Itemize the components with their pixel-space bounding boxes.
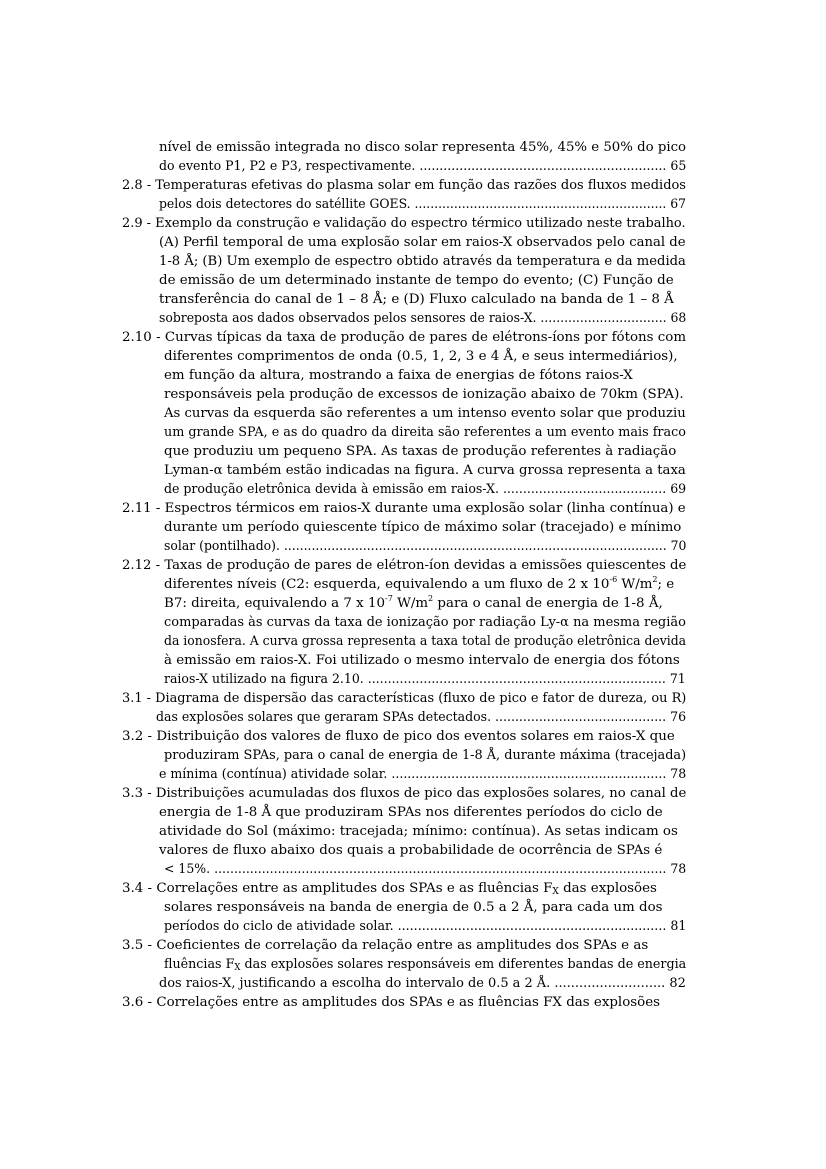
figure-entry-3-3-line-5: < 15%. .................................................................................................................. 78 — [164, 862, 687, 877]
figure-entry-3-5-line-3: dos raios-X, justificando a escolha do intervalo de 0.5 a 2 Å. ........................... 82 — [159, 976, 686, 991]
figure-entry-2-8-line-1: 2.8 - Temperaturas efetivas do plasma solar em função das razões dos fluxos medidos — [122, 178, 686, 193]
figure-entry-2-12-line-4: comparadas às curvas da taxa de ionização por radiação Ly-α na mesma região — [164, 615, 686, 630]
figure-entry-3-4-line-2: solares responsáveis na banda de energia de 0.5 a 2 Å, para cada um dos — [164, 900, 663, 915]
figure-entry-3-1-line-2: das explosões solares que geraram SPAs detectados. ........................................... 76 — [156, 710, 687, 725]
figure-entry-3-4-line-3: períodos do ciclo de atividade solar. ................................................................... 81 — [164, 919, 687, 934]
figure-entry-3-3-line-2: energia de 1-8 Å que produziram SPAs nos diferentes períodos do ciclo de — [159, 805, 663, 820]
figure-entry-3-3-line-4: valores de fluxo abaixo dos quais a probabilidade de ocorrência de SPAs é — [159, 843, 663, 858]
figure-entry-2-10-line-8: Lyman-α também estão indicadas na figura. A curva grossa representa a taxa — [164, 463, 686, 478]
figure-entry-2-10-line-4: responsáveis pela produção de excessos de ionização abaixo de 70km (SPA). — [164, 387, 684, 402]
figure-entry-2-9-line-2: (A) Perfil temporal de uma explosão solar em raios-X observados pelo canal de — [159, 235, 686, 250]
figure-entry-2-9-line-5: transferência do canal de 1 – 8 Å; e (D) Fluxo calculado na banda de 1 – 8 Å — [159, 292, 674, 307]
figure-entry-2-10-line-1: 2.10 - Curvas típicas da taxa de produção de pares de elétrons-íons por fótons com — [122, 330, 687, 345]
figure-entry-2-10-line-3: em função da altura, mostrando a faixa de energias de fótons raios-X — [164, 368, 633, 383]
figure-entry-2-10-line-7: que produziu um pequeno SPA. As taxas de produção referentes à radiação — [164, 444, 677, 459]
figure-entry-2-9-line-1: 2.9 - Exemplo da construção e validação do espectro térmico utilizado neste trabalho. — [122, 216, 686, 231]
figure-entry-2-10-line-9: de produção eletrônica devida à emissão em raios-X. ......................................... 69 — [164, 482, 687, 497]
figure-entry-2-12-line-6: à emissão em raios-X. Foi utilizado o mesmo intervalo de energia dos fótons — [164, 653, 680, 668]
figure-entry-2-11-line-3: solar (pontilhado). ................................................................................................. 70 — [164, 539, 687, 554]
figure-entry-2-12-line-3: B7: direita, equivalendo a 7 x $10^{-7}$ $W/m^2$ para o canal de energia de 1-8 Å, — [164, 594, 663, 611]
figure-entry-2-9-line-6: sobreposta aos dados observados pelos sensores de raios-X. ................................ 68 — [159, 311, 687, 326]
figure-entry-2-11-line-2: durante um período quiescente típico de máximo solar (tracejado) e mínimo — [164, 520, 682, 535]
figure-entry-3-3-line-1: 3.3 - Distribuições acumuladas dos fluxos de pico das explosões solares, no canal de — [122, 786, 687, 801]
figure-entry-2-10-line-6: um grande SPA, e as do quadro da direita são referentes a um evento mais fraco — [164, 425, 686, 440]
figure-entry-2-12-line-1: 2.12 - Taxas de produção de pares de elétron-íon devidas a emissões quiescentes de — [122, 558, 687, 573]
figure-entry-3-2-line-3: e mínima (contínua) atividade solar. ..................................................................... 78 — [159, 767, 687, 782]
figure-entry-2-9-line-3: 1-8 Å; (B) Um exemplo de espectro obtido através da temperatura e da medida — [159, 254, 686, 269]
figure-entry-3-1-line-1: 3.1 - Diagrama de dispersão das características (fluxo de pico e fator de dureza, ou R) — [122, 691, 687, 706]
figure-entry-2-10-line-5: As curvas da esquerda são referentes a um intenso evento solar que produziu — [164, 406, 686, 421]
figure-entry-3-5-line-1: 3.5 - Coeficientes de correlação da relação entre as amplitudes dos SPAs e as — [122, 938, 649, 953]
figure-entry-3-4-line-1: 3.4 - Correlações entre as amplitudes dos SPAs e as fluências $F_X$ das explosões — [122, 881, 657, 897]
figure-entry-2-11-line-1: 2.11 - Espectros térmicos em raios-X durante uma explosão solar (linha contínua) e — [122, 501, 686, 516]
figure-entry-2-7-line-1: nível de emissão integrada no disco solar representa 45%, 45% e 50% do pico — [159, 140, 687, 155]
figure-entry-3-3-line-3: atividade do Sol (máximo: tracejada; mínimo: contínua). As setas indicam os — [159, 824, 678, 839]
figure-entry-3-2-line-2: produziram SPAs, para o canal de energia de 1-8 Å, durante máxima (tracejada) — [164, 748, 687, 763]
figure-entry-2-10-line-2: diferentes comprimentos de onda (0.5, 1, 2, 3 e 4 Å, e seus intermediários), — [164, 349, 678, 364]
figure-entry-2-12-line-5: da ionosfera. A curva grossa representa a taxa total de produção eletrônica devida — [164, 634, 687, 649]
figure-entry-2-7-line-2: do evento P1, P2 e P3, respectivamente. .............................................................. 65 — [159, 159, 687, 174]
figure-entry-2-12-line-7: raios-X utilizado na figura 2.10. ........................................................................... 71 — [164, 672, 686, 687]
figure-entry-2-8-line-2: pelos dois detectores do satéllite GOES. ................................................................ 67 — [159, 197, 687, 212]
figure-entry-2-9-line-4: de emissão de um determinado instante de tempo do evento; (C) Função de — [159, 273, 674, 288]
figure-entry-2-12-line-2: diferentes níveis (C2: esquerda, equivalendo a um fluxo de 2 x $10^{-6}$ $W/m^2$; e — [164, 575, 675, 592]
figure-entry-3-6-line-1: 3.6 - Correlações entre as amplitudes dos SPAs e as fluências FX das explosões — [122, 995, 661, 1010]
figure-entry-3-2-line-1: 3.2 - Distribuição dos valores de fluxo de pico dos eventos solares em raios-X que — [122, 729, 675, 744]
figure-entry-3-5-line-2: fluências $F_X$ das explosões solares responsáveis em diferentes bandas de energia — [164, 957, 687, 973]
